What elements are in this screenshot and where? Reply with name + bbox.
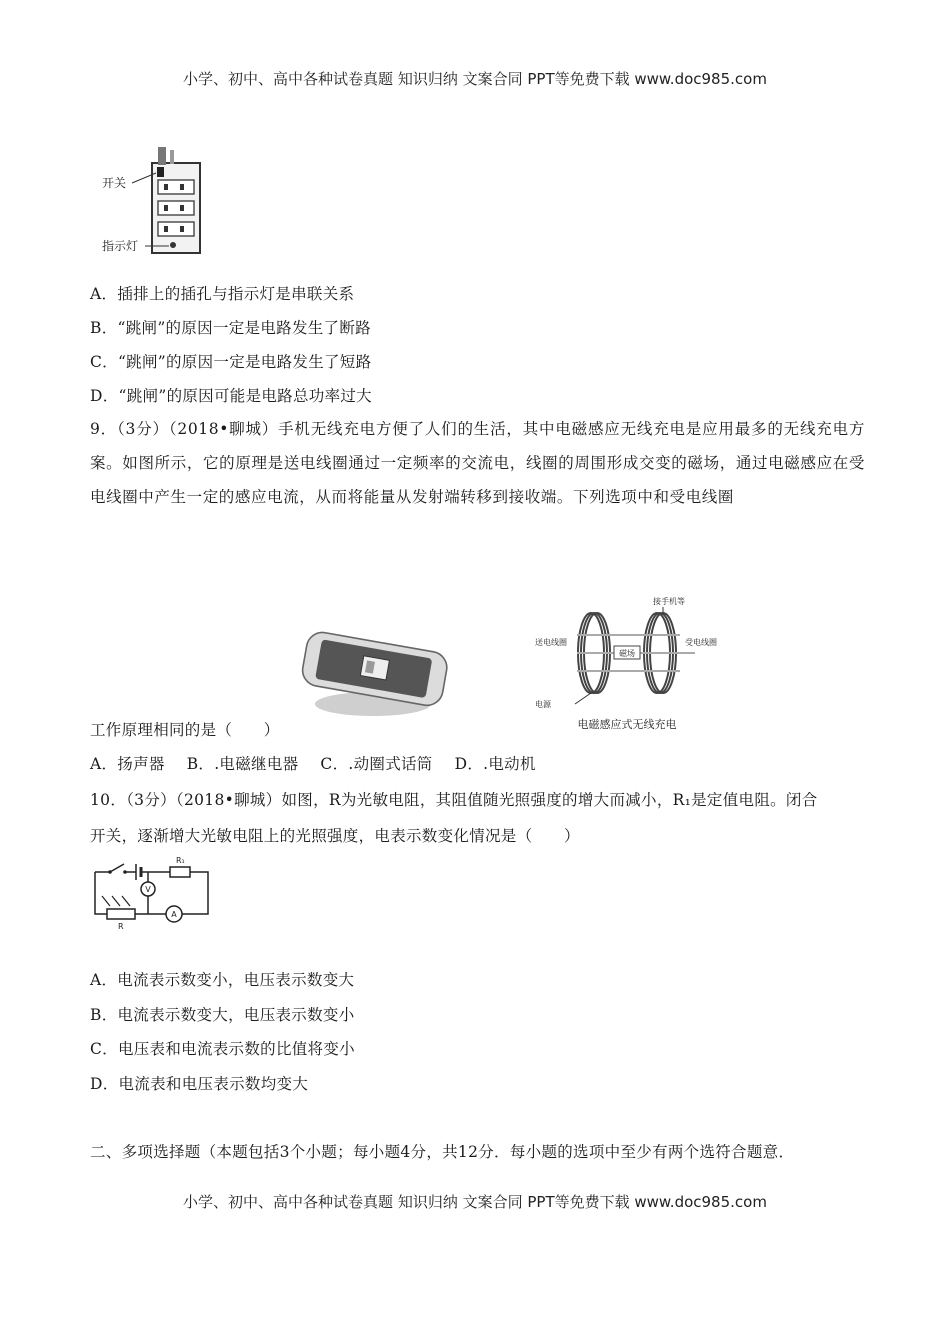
socket-icon — [158, 222, 194, 236]
figure-caption: 电磁感应式无线充电 — [577, 718, 677, 731]
label-switch: 开关 — [102, 176, 127, 190]
induction-coil-diagram — [535, 590, 720, 735]
label-to-phone: 接手机等 — [653, 597, 685, 606]
label-power: 电源 — [535, 700, 551, 709]
switch-icon — [110, 864, 124, 872]
light-ray-icon — [112, 896, 120, 906]
q10-option-b: B．电流表示数变大，电压表示数变小 — [90, 1006, 355, 1024]
power-strip-figure — [100, 145, 220, 260]
circuit-diagram — [90, 852, 215, 934]
voltmeter-label: V — [145, 885, 151, 894]
page-footer: 小学、初中、高中各种试卷真题 知识归纳 文案合同 PPT等免费下载 www.doc985.com — [183, 1193, 767, 1211]
ammeter-label: A — [171, 910, 177, 919]
q9-stem: 9．（3分）（2018•聊城）手机无线充电方便了人们的生活，其中电磁感应无线充电是应用最多的无线充电方案。如图所示，它的原理是送电线圈通过一定频率的交流电，线圈的周围形成交变的磁场，通过电磁感应在受电线圈中产生一定的感应电流，从而将能量从发射端转移到接收端。下列选项中和受电线圈 — [90, 420, 865, 506]
q10-option-c: C．电压表和电流表示数的比值将变小 — [90, 1040, 355, 1058]
label-r: R — [118, 922, 124, 931]
power-strip-cord — [158, 147, 166, 165]
label-receive-coil: 受电线圈 — [685, 638, 717, 647]
q9-option-a: A．扬声器 — [90, 755, 165, 773]
light-ray-icon — [122, 896, 130, 906]
q8-option-d: D．“跳闸”的原因可能是电路总功率过大 — [90, 387, 372, 405]
label-field: 磁场 — [619, 649, 635, 658]
label-r1: R₁ — [176, 856, 185, 865]
q8-option-a: A．插排上的插孔与指示灯是串联关系 — [90, 285, 355, 303]
section2-title: 二、多项选择题（本题包括3个小题；每小题4分，共12分．每小题的选项中至少有两个选符合题意． — [90, 1143, 795, 1161]
q10-stem-line2: 开关，逐渐增大光敏电阻上的光照强度，电表示数变化情况是（ ） — [90, 827, 580, 845]
q8-option-c: C．“跳闸”的原因一定是电路发生了短路 — [90, 353, 372, 371]
q9-option-c: C．.动圈式话筒 — [320, 755, 433, 773]
q8-option-b: B．“跳闸”的原因一定是电路发生了断路 — [90, 319, 371, 337]
light-ray-icon — [102, 896, 110, 906]
label-indicator: 指示灯 — [102, 239, 139, 253]
q9-option-d: D．.电动机 — [454, 755, 536, 773]
resistor-r1 — [170, 867, 190, 877]
wireless-charger-photo — [295, 628, 455, 720]
switch-icon — [157, 167, 164, 177]
q10-stem-line1: 10．（3分）（2018•聊城）如图，R为光敏电阻，其阻值随光照强度的增大而减小，R₁是定值电阻。闭合 — [90, 791, 818, 809]
q10-option-a: A．电流表示数变小，电压表示数变大 — [90, 971, 355, 989]
socket-icon — [158, 201, 194, 215]
socket-icon — [158, 180, 194, 194]
q9-option-b: B．.电磁继电器 — [186, 755, 299, 773]
page-header: 小学、初中、高中各种试卷真题 知识归纳 文案合同 PPT等免费下载 www.doc985.com — [183, 70, 767, 88]
indicator-lamp-icon — [170, 242, 176, 248]
label-send-coil: 送电线圈 — [535, 638, 567, 647]
photoresistor-r — [107, 909, 135, 919]
q10-option-d: D．电流表和电压表示数均变大 — [90, 1075, 309, 1093]
q9-stem-end: 工作原理相同的是（ ） — [90, 721, 280, 739]
q9-options — [90, 752, 558, 774]
